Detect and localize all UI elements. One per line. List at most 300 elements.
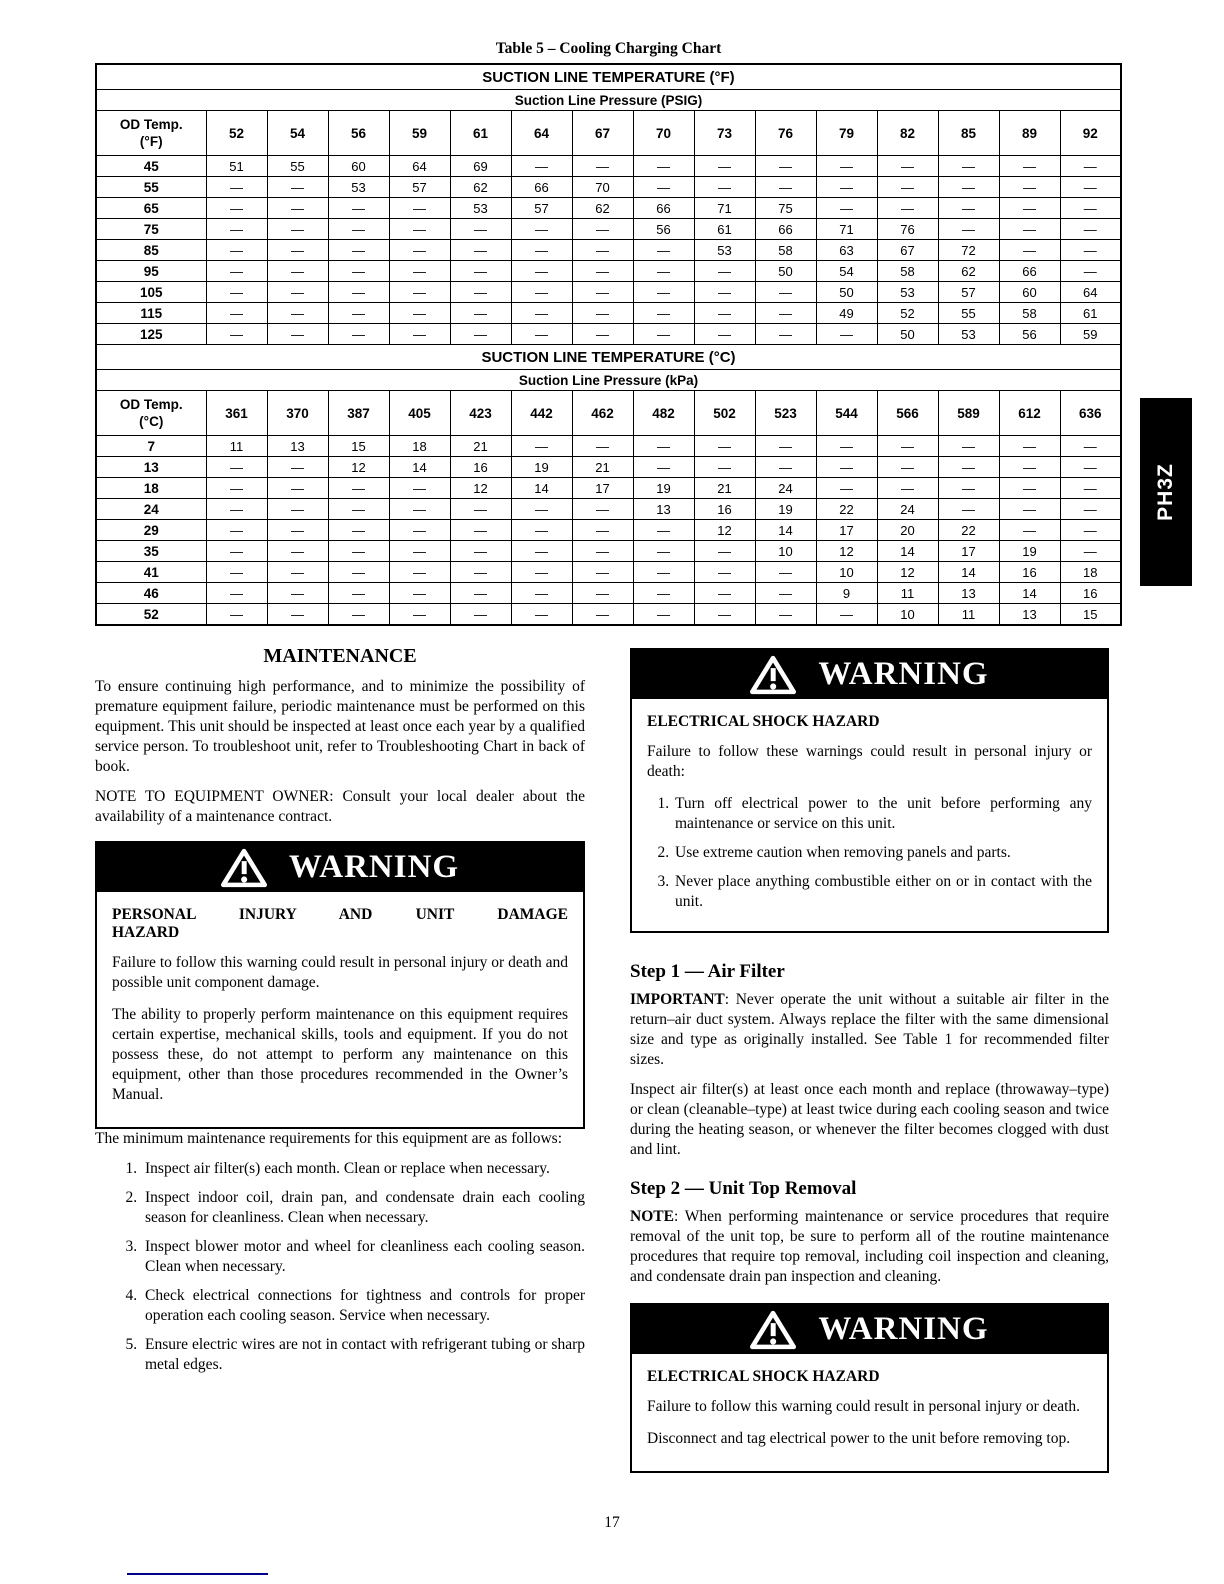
table-cell: 10 [816,562,877,583]
warning-body [632,1354,1107,1471]
table-cell: — [511,436,572,457]
table-cell: 19 [633,478,694,499]
table-cell: — [511,520,572,541]
min-requirements-list [95,1159,585,1375]
table-cell: 66 [511,177,572,198]
table-cell: — [1060,478,1121,499]
table-cell: — [572,261,633,282]
table-cell: — [755,562,816,583]
table-cell: — [999,499,1060,520]
table-cell: — [633,436,694,457]
table-cell: 71 [694,198,755,219]
table-cell: — [877,177,938,198]
warning-banner-label: WARNING [288,849,460,885]
table-cell: — [328,303,389,324]
table-cell: 58 [877,261,938,282]
warning-banner-label: WARNING [818,656,989,692]
pressure-column-header: 67 [572,111,633,156]
step2-heading: Step 2 — Unit Top Removal [630,1178,857,1199]
suction-line-pressure-header: Suction Line Pressure (kPa) [96,370,1121,391]
table-cell: 10 [755,541,816,562]
table-row [96,562,1121,583]
table-cell: 53 [328,177,389,198]
table-cell: — [511,562,572,583]
table-cell: — [206,324,267,345]
table-cell: 19 [511,457,572,478]
warning-box-electrical-shock-2 [630,1303,1109,1473]
warning-paragraph: Disconnect and tag electrical power to the unit before removing top. [647,1430,1071,1447]
table-cell: — [450,499,511,520]
table-cell: — [633,282,694,303]
table-cell: 24 [755,478,816,499]
table-cell: 14 [755,520,816,541]
table-cell: — [755,177,816,198]
od-temp-cell: 18 [96,478,206,499]
table-cell: 13 [938,583,999,604]
warning-triangle-icon [750,655,796,695]
table-cell: — [694,156,755,177]
table-cell: — [206,261,267,282]
table-cell: — [328,478,389,499]
pressure-column-header: 89 [999,111,1060,156]
table-row [96,198,1121,219]
pressure-column-header: 70 [633,111,694,156]
table-cell: 62 [572,198,633,219]
od-temp-cell: 35 [96,541,206,562]
od-temp-cell: 45 [96,156,206,177]
note-label: NOTE [630,1208,674,1225]
warning-paragraph: Failure to follow this warning could result in personal injury or death and possible unit component damage. [112,954,568,991]
table-cell: — [999,240,1060,261]
od-temp-cell: 115 [96,303,206,324]
table-cell: — [389,240,450,261]
table-cell: 58 [755,240,816,261]
list-item: 1. Turn off electrical power to the unit before performing any maintenance or service on this unit. [673,794,1092,834]
table-cell: — [1060,198,1121,219]
text-columns [95,645,1109,1473]
table-cell: — [389,198,450,219]
maintenance-heading: MAINTENANCE [263,645,417,667]
table-cell: — [1060,240,1121,261]
table-cell: — [328,198,389,219]
pressure-column-header: 612 [999,391,1060,436]
table-cell: 50 [816,282,877,303]
table-cell: 12 [877,562,938,583]
pressure-column-header: 523 [755,391,816,436]
table-cell: — [511,604,572,626]
table-cell: 54 [816,261,877,282]
table-cell: — [450,240,511,261]
table-cell: 14 [511,478,572,499]
table-cell: — [816,478,877,499]
warning-box-personal-injury [95,841,585,1129]
table-cell: 17 [816,520,877,541]
table-cell: 16 [450,457,511,478]
od-temp-cell: 13 [96,457,206,478]
table-cell: 17 [572,478,633,499]
table-cell: — [938,219,999,240]
suction-line-temperature-header: SUCTION LINE TEMPERATURE (°F) [96,64,1121,90]
table-cell: — [389,324,450,345]
pressure-column-header: 64 [511,111,572,156]
model-side-tab-label: PH3Z [1154,463,1177,521]
table-cell: — [267,198,328,219]
table-cell: — [389,499,450,520]
pressure-column-header: 92 [1060,111,1121,156]
table-cell: — [389,478,450,499]
table-cell: 13 [999,604,1060,626]
table-cell: — [450,583,511,604]
od-temp-cell: 75 [96,219,206,240]
page-number: 17 [604,1514,620,1531]
table-row [96,457,1121,478]
table-cell: 58 [999,303,1060,324]
table-cell: — [206,219,267,240]
table-cell: 55 [267,156,328,177]
table-cell: — [206,177,267,198]
note-text: : When performing maintenance or service procedures that require removal of the unit top, be sure to perform all of the routine maintenance procedures that require top removal, including coil inspection and cleaning, and condensate drain pan inspection and cleaning. [630,1208,1109,1285]
table-cell: — [511,261,572,282]
table-cell: — [389,541,450,562]
table-cell: 9 [816,583,877,604]
od-temp-cell: 41 [96,562,206,583]
table-cell: — [267,303,328,324]
table-cell: 22 [938,520,999,541]
charging-chart-table [95,63,1122,626]
table-cell: 11 [206,436,267,457]
table-cell: — [267,177,328,198]
suction-line-pressure-header: Suction Line Pressure (PSIG) [96,90,1121,111]
table-cell: 21 [450,436,511,457]
table-cell: — [389,261,450,282]
table-cell: 69 [450,156,511,177]
table-row [96,583,1121,604]
list-item: 2. Use extreme caution when removing panels and parts. [673,843,1092,863]
table-cell: — [206,541,267,562]
warning-paragraph: Failure to follow this warning could result in personal injury or death. [647,1398,1081,1415]
od-temp-cell: 125 [96,324,206,345]
table-cell: — [389,583,450,604]
table-cell: 57 [938,282,999,303]
table-cell: 20 [877,520,938,541]
table-cell: — [999,219,1060,240]
table-cell: — [816,436,877,457]
list-item: 5. Ensure electric wires are not in contact with refrigerant tubing or sharp metal edges. [141,1335,585,1375]
table-cell: — [511,303,572,324]
table-cell: — [938,177,999,198]
od-temp-cell: 85 [96,240,206,261]
table-cell: — [755,324,816,345]
table-cell: — [267,219,328,240]
table-cell: — [328,583,389,604]
table-cell: — [450,261,511,282]
warning-list [647,794,1092,912]
table-cell: 59 [1060,324,1121,345]
table-cell: — [267,499,328,520]
table-cell: — [633,156,694,177]
table-cell: — [694,436,755,457]
table-cell: — [999,156,1060,177]
table-cell: — [1060,219,1121,240]
table-cell: — [511,324,572,345]
table-cell: — [572,156,633,177]
table-cell: — [267,478,328,499]
table-cell: — [1060,177,1121,198]
table-cell: 19 [755,499,816,520]
table-row [96,604,1121,626]
table-cell: — [694,282,755,303]
table-cell: 75 [755,198,816,219]
warning-title-line2: HAZARD [112,924,180,941]
table-cell: — [633,604,694,626]
warning-banner-label: WARNING [818,1311,989,1347]
table-row [96,177,1121,198]
footer-blue-line [127,1573,268,1575]
step1-paragraph: Inspect air filter(s) at least once each month and replace (throwaway–type) or clean (cleanable–type) at least twice during each cooling season and twice during the heating season, or whenever the filter becomes clogged with dust and lint. [630,1081,1109,1158]
od-temp-column-header: OD Temp. (°C) [96,391,206,436]
od-temp-column-header: OD Temp. (°F) [96,111,206,156]
step1-heading: Step 1 — Air Filter [630,961,785,982]
table-cell: 18 [1060,562,1121,583]
pressure-column-header: 54 [267,111,328,156]
table-cell: — [267,282,328,303]
table-cell: — [511,541,572,562]
table-cell: — [938,198,999,219]
table-cell: — [511,156,572,177]
table-cell: — [877,457,938,478]
table-cell: — [755,303,816,324]
table-cell: 66 [755,219,816,240]
table-row [96,156,1121,177]
table-cell: 57 [511,198,572,219]
table-cell: 60 [328,156,389,177]
warning-box-electrical-shock-1 [630,648,1109,933]
pressure-column-header: 502 [694,391,755,436]
table-cell: 53 [450,198,511,219]
table-cell: — [389,219,450,240]
table-cell: — [633,324,694,345]
table-row [96,324,1121,345]
table-cell: 13 [267,436,328,457]
warning-intro: Failure to follow these warnings could result in personal injury or death: [647,743,1092,780]
pressure-column-header: 76 [755,111,816,156]
table-cell: — [328,219,389,240]
table-cell: — [328,240,389,261]
note-to-owner-paragraph: NOTE TO EQUIPMENT OWNER: Consult your local dealer about the availability of a maintenance contract. [95,788,585,825]
table-cell: — [938,457,999,478]
table-cell: — [572,541,633,562]
table-cell: — [206,282,267,303]
table-row [96,240,1121,261]
table-cell: — [694,583,755,604]
table-cell: — [999,177,1060,198]
table-title: Table 5 – Cooling Charging Chart [495,40,722,57]
table-cell: — [694,604,755,626]
table-cell: 22 [816,499,877,520]
table-cell: 64 [389,156,450,177]
pressure-column-header: 370 [267,391,328,436]
table-cell: — [450,324,511,345]
table-row [96,282,1121,303]
table-cell: — [755,457,816,478]
pressure-column-header: 79 [816,111,877,156]
warning-title [112,906,568,942]
table-row [96,436,1121,457]
table-cell: — [633,261,694,282]
pressure-column-header: 589 [938,391,999,436]
table-cell: — [816,604,877,626]
min-requirements-intro: The minimum maintenance requirements for this equipment are as follows: [95,1130,563,1147]
table-cell: — [694,541,755,562]
suction-line-temperature-header: SUCTION LINE TEMPERATURE (°C) [96,345,1121,370]
table-cell: — [511,583,572,604]
table-cell: — [694,303,755,324]
table-cell: — [328,604,389,626]
od-temp-cell: 95 [96,261,206,282]
pressure-column-header: 462 [572,391,633,436]
table-cell: 13 [633,499,694,520]
table-cell: — [328,562,389,583]
pressure-column-header: 636 [1060,391,1121,436]
table-row [96,303,1121,324]
table-cell: 71 [816,219,877,240]
table-cell: — [633,177,694,198]
table-cell: 61 [694,219,755,240]
pressure-column-header: 56 [328,111,389,156]
table-cell: 67 [877,240,938,261]
cooling-charging-chart [95,40,1122,626]
right-column [630,645,1109,1473]
table-cell: — [267,520,328,541]
od-temp-cell: 55 [96,177,206,198]
od-temp-cell: 7 [96,436,206,457]
pressure-column-header: 73 [694,111,755,156]
table-cell: — [816,457,877,478]
list-item: 3. Never place anything combustible either on or in contact with the unit. [673,872,1092,912]
table-cell: — [816,156,877,177]
table-cell: — [572,303,633,324]
table-cell: — [633,240,694,261]
table-cell: 14 [999,583,1060,604]
important-label: IMPORTANT [630,991,725,1008]
table-cell: — [877,436,938,457]
table-cell: — [450,604,511,626]
od-temp-cell: 105 [96,282,206,303]
warning-banner [632,1305,1107,1354]
table-cell: — [938,156,999,177]
table-cell: — [633,541,694,562]
table-cell: 62 [450,177,511,198]
warning-paragraph: The ability to properly perform maintenance on this equipment requires certain expertise, mechanical skills, tools and equipment. If you do not possess these, do not attempt to perform any maintenance on this equipment, other than those procedures recommended in the Owner’s Manual. [112,1006,568,1103]
table-cell: — [694,562,755,583]
pressure-column-header: 82 [877,111,938,156]
table-cell: — [938,478,999,499]
step2-note-paragraph [630,1207,1109,1287]
table-cell: — [938,499,999,520]
table-cell: — [1060,457,1121,478]
table-cell: — [511,282,572,303]
table-cell: — [572,604,633,626]
table-cell: — [633,303,694,324]
table-cell: 76 [877,219,938,240]
table-cell: — [450,303,511,324]
table-cell: — [1060,436,1121,457]
table-cell: — [267,583,328,604]
table-cell: 63 [816,240,877,261]
warning-triangle-icon [750,1310,796,1350]
table-cell: — [694,324,755,345]
step1-important-paragraph [630,990,1109,1070]
table-cell: — [816,324,877,345]
table-cell: 50 [755,261,816,282]
table-cell: — [572,219,633,240]
pressure-column-header: 423 [450,391,511,436]
table-cell: — [1060,541,1121,562]
pressure-column-header: 566 [877,391,938,436]
table-cell: — [206,499,267,520]
table-cell: 12 [450,478,511,499]
table-cell: 51 [206,156,267,177]
table-row [96,261,1121,282]
table-cell: 49 [816,303,877,324]
table-cell: 62 [938,261,999,282]
table-cell: — [694,177,755,198]
pressure-column-header: 387 [328,391,389,436]
table-cell: — [816,177,877,198]
table-cell: — [572,282,633,303]
table-cell: 16 [999,562,1060,583]
table-cell: — [267,604,328,626]
table-cell: 66 [999,261,1060,282]
table-cell: 66 [633,198,694,219]
table-cell: — [206,457,267,478]
warning-title: ELECTRICAL SHOCK HAZARD [647,713,880,730]
table-cell: — [755,282,816,303]
pressure-column-header: 61 [450,111,511,156]
od-temp-cell: 29 [96,520,206,541]
table-cell: 12 [694,520,755,541]
warning-banner [97,843,583,892]
table-cell: — [206,478,267,499]
table-cell: — [572,520,633,541]
table-cell: 50 [877,324,938,345]
table-cell: — [999,436,1060,457]
table-cell: — [511,499,572,520]
table-cell: — [755,436,816,457]
table-row [96,541,1121,562]
table-cell: — [328,282,389,303]
pressure-column-header: 544 [816,391,877,436]
list-item: 3. Inspect blower motor and wheel for cleanliness each cooling season. Clean when necessary. [141,1237,585,1277]
table-cell: 61 [1060,303,1121,324]
table-cell: — [267,457,328,478]
table-cell: — [877,198,938,219]
od-temp-cell: 52 [96,604,206,626]
table-cell: 16 [1060,583,1121,604]
pressure-column-header: 85 [938,111,999,156]
table-cell: 19 [999,541,1060,562]
warning-title: ELECTRICAL SHOCK HAZARD [647,1368,880,1385]
pressure-column-header: 52 [206,111,267,156]
table-cell: — [816,198,877,219]
table-cell: 12 [816,541,877,562]
table-cell: 56 [999,324,1060,345]
table-cell: 11 [877,583,938,604]
table-cell: — [1060,156,1121,177]
table-cell: — [328,520,389,541]
table-cell: — [328,324,389,345]
table-cell: 53 [938,324,999,345]
